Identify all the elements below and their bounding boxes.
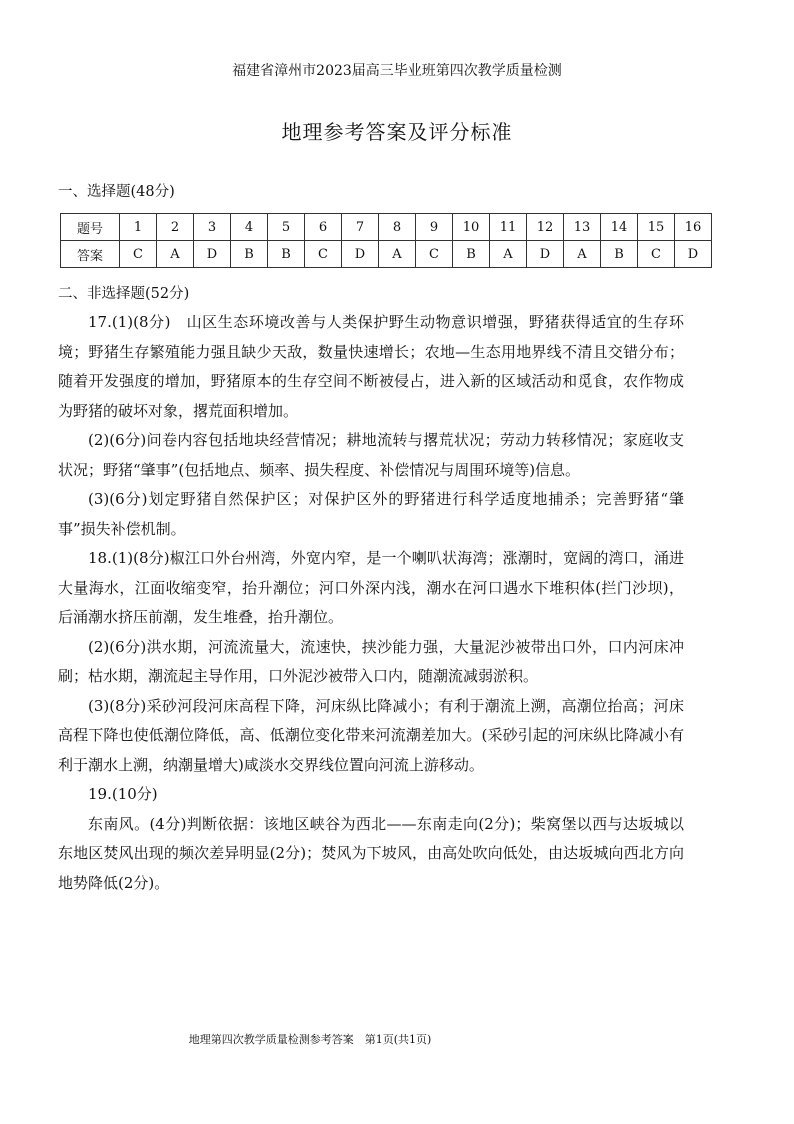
answer-cell: B <box>601 241 638 268</box>
answer-body <box>58 308 684 898</box>
question-number-cell: 2 <box>157 214 194 241</box>
table-row-numbers <box>61 214 712 241</box>
question-number-cell: 14 <box>601 214 638 241</box>
answer-cell: D <box>675 241 712 268</box>
answer-cell: A <box>379 241 416 268</box>
question-number-cell: 12 <box>527 214 564 241</box>
q18-part3: (3)(8分)采砂河段河床高程下降，河床纵比降减小；有利于潮流上溯，高潮位抬高；河床高程下降也使低潮位降低，高、低潮位变化带来河流潮差加大。(采砂引起的河床纵比降减小有利于潮水上溯，纳潮量增大)咸淡水交界线位置向河流上游移动。 <box>58 696 684 774</box>
question-number-cell: 7 <box>342 214 379 241</box>
row-label-answer: 答案 <box>61 241 120 268</box>
question-number-cell: 5 <box>268 214 305 241</box>
question-number-cell: 10 <box>453 214 490 241</box>
answer-cell: C <box>305 241 342 268</box>
section-nonchoice-title: 二、非选择题(52分) <box>58 286 190 302</box>
question-number-cell: 11 <box>490 214 527 241</box>
answer-cell: D <box>342 241 379 268</box>
answer-cell: C <box>416 241 453 268</box>
q19-heading: 19.(10分) <box>88 785 158 803</box>
question-number-cell: 6 <box>305 214 342 241</box>
answer-table <box>60 213 712 268</box>
q18-part2: (2)(6分)洪水期，河流流量大，流速快，挟沙能力强，大量泥沙被带出口外，口内河床冲刷；枯水期，潮流起主导作用，口外泥沙被带入口内，随潮流减弱淤积。 <box>58 637 684 685</box>
question-number-cell: 13 <box>564 214 601 241</box>
answer-cell: D <box>527 241 564 268</box>
exam-header: 福建省漳州市2023届高三毕业班第四次教学质量检测 <box>232 63 562 79</box>
question-number-cell: 8 <box>379 214 416 241</box>
row-label-number: 题号 <box>61 214 120 241</box>
page-title: 地理参考答案及评分标准 <box>281 120 513 144</box>
answer-cell: C <box>638 241 675 268</box>
question-number-cell: 1 <box>120 214 157 241</box>
q19-answer: 东南风。(4分)判断依据：该地区峡谷为西北——东南走向(2分)；柴窝堡以西与达坂城以东地区焚风出现的频次差异明显(2分)；焚风为下坡风，由高处吹向低处，由达坂城向西北方向地势降低(2分)。 <box>58 814 684 892</box>
answer-cell: C <box>120 241 157 268</box>
section-choice-title: 一、选择题(48分) <box>58 184 175 200</box>
question-number-cell: 4 <box>231 214 268 241</box>
answer-cell: B <box>231 241 268 268</box>
q17-part2: (2)(6分)问卷内容包括地块经营情况；耕地流转与撂荒状况；劳动力转移情况；家庭收支状况；野猪“肇事”(包括地点、频率、损失程度、补偿情况与周围环境等)信息。 <box>58 431 684 479</box>
answer-cell: B <box>268 241 305 268</box>
question-number-cell: 16 <box>675 214 712 241</box>
q17-part3: (3)(6分)划定野猪自然保护区；对保护区外的野猪进行科学适度地捕杀；完善野猪“肇事”损失补偿机制。 <box>58 490 684 538</box>
question-number-cell: 15 <box>638 214 675 241</box>
question-number-cell: 9 <box>416 214 453 241</box>
question-number-cell: 3 <box>194 214 231 241</box>
answer-cell: B <box>453 241 490 268</box>
answer-cell: A <box>157 241 194 268</box>
answer-cell: A <box>490 241 527 268</box>
page-footer: 地理第四次教学质量检测参考答案 第1页(共1页) <box>188 1033 432 1046</box>
answer-cell: D <box>194 241 231 268</box>
table-row-answers <box>61 241 712 268</box>
q17-part1: 17.(1)(8分) 山区生态环境改善与人类保护野生动物意识增强，野猪获得适宜的生存环境；野猪生存繁殖能力强且缺少天敌，数量快速增长；农地—生态用地界线不清且交错分布；随着开发强度的增加，野猪原本的生存空间不断被侵占，进入新的区域活动和觅食，农作物成为野猪的破坏对象，撂荒面积增加。 <box>58 313 684 420</box>
q18-part1: 18.(1)(8分)椒江口外台州湾，外宽内窄，是一个喇叭状海湾；涨潮时，宽阔的湾口，涌进大量海水，江面收缩变窄，抬升潮位；河口外深内浅，潮水在河口遇水下堆积体(拦门沙坝)，后涌潮水挤压前潮，发生堆叠，抬升潮位。 <box>58 549 684 626</box>
answer-cell: A <box>564 241 601 268</box>
